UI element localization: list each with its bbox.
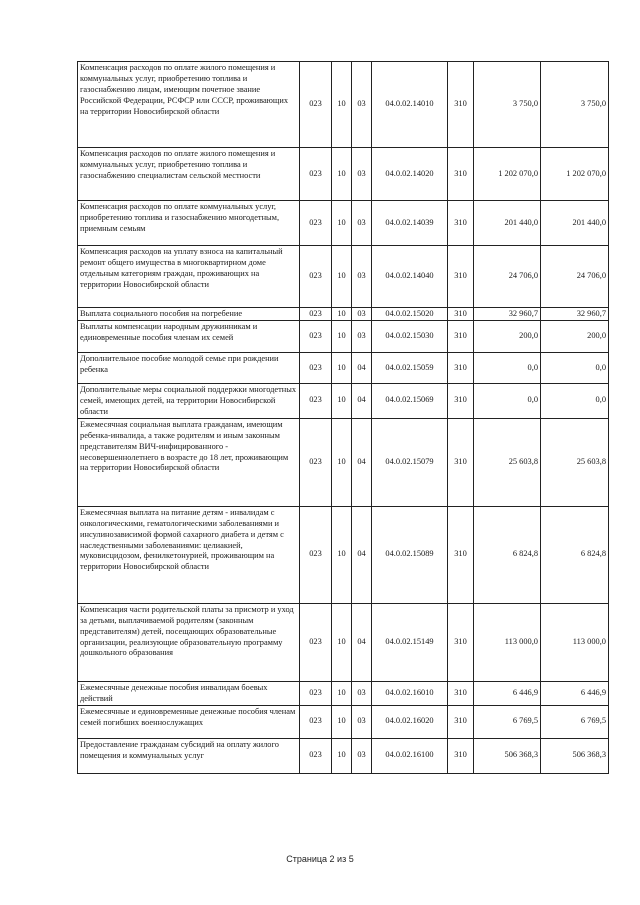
row-section: 10 (332, 246, 352, 308)
table-row (78, 353, 609, 384)
row-section: 10 (332, 603, 352, 681)
row-section: 10 (332, 308, 352, 321)
row-subsection: 03 (352, 681, 372, 705)
row-sum-1: 1 202 070,0 (474, 148, 541, 201)
row-expense-type: 310 (448, 353, 474, 384)
row-name: Дополнительные меры социальной поддержки многодетных семей, имеющих детей, на территории Новосибирской области (78, 384, 300, 419)
row-target-article: 04.0.02.14040 (372, 246, 448, 308)
row-section: 10 (332, 705, 352, 738)
row-sum-1: 3 750,0 (474, 62, 541, 148)
row-expense-type: 310 (448, 246, 474, 308)
row-sum-2: 25 603,8 (541, 418, 609, 506)
row-grbs: 023 (300, 321, 332, 353)
table-row (78, 603, 609, 681)
budget-table (77, 61, 609, 774)
row-subsection: 03 (352, 246, 372, 308)
row-section: 10 (332, 321, 352, 353)
row-sum-1: 506 368,3 (474, 738, 541, 773)
row-grbs: 023 (300, 148, 332, 201)
row-sum-2: 506 368,3 (541, 738, 609, 773)
table-row (78, 506, 609, 603)
row-subsection: 03 (352, 321, 372, 353)
row-sum-1: 25 603,8 (474, 418, 541, 506)
row-sum-2: 32 960,7 (541, 308, 609, 321)
row-sum-2: 6 769,5 (541, 705, 609, 738)
row-grbs: 023 (300, 603, 332, 681)
row-sum-2: 1 202 070,0 (541, 148, 609, 201)
table-row (78, 308, 609, 321)
row-expense-type: 310 (448, 62, 474, 148)
table-body (78, 62, 609, 774)
row-name: Компенсация расходов по оплате коммунальных услуг, приобретению топлива и газоснабжению многодетным, приемным семьям (78, 201, 300, 246)
row-section: 10 (332, 384, 352, 419)
row-subsection: 03 (352, 705, 372, 738)
row-sum-2: 24 706,0 (541, 246, 609, 308)
row-sum-1: 6 769,5 (474, 705, 541, 738)
table-row (78, 246, 609, 308)
table-row (78, 201, 609, 246)
row-grbs: 023 (300, 705, 332, 738)
table-row (78, 738, 609, 773)
row-sum-1: 6 446,9 (474, 681, 541, 705)
row-sum-1: 32 960,7 (474, 308, 541, 321)
row-target-article: 04.0.02.15069 (372, 384, 448, 419)
row-name: Компенсация расходов по оплате жилого помещения и коммунальных услуг, приобретению топлива и газоснабжению лицам, имеющим почетное звание Российской Федерации, РСФСР или СССР, проживающих на территории Новосибирской области (78, 62, 300, 148)
row-expense-type: 310 (448, 321, 474, 353)
row-name: Предоставление гражданам субсидий на оплату жилого помещения и коммунальных услуг (78, 738, 300, 773)
row-name: Дополнительное пособие молодой семье при рождении ребенка (78, 353, 300, 384)
row-name: Компенсация части родительской платы за присмотр и уход за детьми, выплачиваемой родителям (законным представителям) детей, посещающих образовательные организации, реализующие образовательную программу дошкольного образования (78, 603, 300, 681)
row-name: Ежемесячная социальная выплата гражданам, имеющим ребенка-инвалида, а также родителям и иным законным представителям ВИЧ-инфицированного - несовершеннолетнего в возрасте до 18 лет, проживающим на территории Новосибирской области (78, 418, 300, 506)
row-subsection: 03 (352, 738, 372, 773)
row-subsection: 03 (352, 308, 372, 321)
row-section: 10 (332, 353, 352, 384)
row-grbs: 023 (300, 308, 332, 321)
table-row (78, 62, 609, 148)
row-grbs: 023 (300, 418, 332, 506)
row-sum-2: 0,0 (541, 384, 609, 419)
row-section: 10 (332, 201, 352, 246)
row-sum-2: 0,0 (541, 353, 609, 384)
row-expense-type: 310 (448, 705, 474, 738)
row-name: Компенсация расходов по оплате жилого помещения и коммунальных услуг, приобретению топлива и газоснабжению специалистам сельской местности (78, 148, 300, 201)
row-subsection: 04 (352, 603, 372, 681)
row-target-article: 04.0.02.14039 (372, 201, 448, 246)
row-target-article: 04.0.02.15030 (372, 321, 448, 353)
row-subsection: 03 (352, 148, 372, 201)
row-section: 10 (332, 738, 352, 773)
row-sum-2: 201 440,0 (541, 201, 609, 246)
row-section: 10 (332, 506, 352, 603)
row-expense-type: 310 (448, 418, 474, 506)
row-grbs: 023 (300, 353, 332, 384)
table-row (78, 418, 609, 506)
row-grbs: 023 (300, 246, 332, 308)
row-expense-type: 310 (448, 308, 474, 321)
row-sum-2: 6 824,8 (541, 506, 609, 603)
row-section: 10 (332, 62, 352, 148)
row-subsection: 03 (352, 201, 372, 246)
row-grbs: 023 (300, 201, 332, 246)
row-sum-1: 0,0 (474, 353, 541, 384)
row-grbs: 023 (300, 384, 332, 419)
row-name: Ежемесячная выплата на питание детям - инвалидам с онкологическими, гематологическими заболеваниями и инсулинозависимой формой сахарного диабета и детям с наследственными заболеваниями: целиакией, муковисцидозом, фенилкетонурией, проживающим на территории Новосибирской области (78, 506, 300, 603)
row-section: 10 (332, 418, 352, 506)
row-sum-2: 6 446,9 (541, 681, 609, 705)
row-name: Ежемесячные и единовременные денежные пособия членам семей погибших военнослужащих (78, 705, 300, 738)
row-sum-1: 200,0 (474, 321, 541, 353)
row-section: 10 (332, 681, 352, 705)
row-subsection: 03 (352, 62, 372, 148)
row-sum-1: 0,0 (474, 384, 541, 419)
row-sum-2: 113 000,0 (541, 603, 609, 681)
row-target-article: 04.0.02.15089 (372, 506, 448, 603)
row-subsection: 04 (352, 384, 372, 419)
row-sum-2: 200,0 (541, 321, 609, 353)
row-target-article: 04.0.02.14010 (372, 62, 448, 148)
row-expense-type: 310 (448, 148, 474, 201)
row-sum-1: 24 706,0 (474, 246, 541, 308)
row-target-article: 04.0.02.16100 (372, 738, 448, 773)
row-sum-1: 201 440,0 (474, 201, 541, 246)
row-name: Выплата социального пособия на погребение (78, 308, 300, 321)
row-expense-type: 310 (448, 681, 474, 705)
row-subsection: 04 (352, 506, 372, 603)
row-name: Компенсация расходов на уплату взноса на капитальный ремонт общего имущества в многоквартирном доме отдельным категориям граждан, проживающих на территории Новосибирской области (78, 246, 300, 308)
row-expense-type: 310 (448, 384, 474, 419)
table-row (78, 681, 609, 705)
row-sum-1: 6 824,8 (474, 506, 541, 603)
row-target-article: 04.0.02.15149 (372, 603, 448, 681)
row-name: Ежемесячные денежные пособия инвалидам боевых действий (78, 681, 300, 705)
row-subsection: 04 (352, 418, 372, 506)
row-target-article: 04.0.02.15079 (372, 418, 448, 506)
row-grbs: 023 (300, 62, 332, 148)
row-subsection: 04 (352, 353, 372, 384)
row-sum-1: 113 000,0 (474, 603, 541, 681)
row-grbs: 023 (300, 681, 332, 705)
row-expense-type: 310 (448, 201, 474, 246)
row-target-article: 04.0.02.16020 (372, 705, 448, 738)
row-target-article: 04.0.02.16010 (372, 681, 448, 705)
table-row (78, 384, 609, 419)
row-name: Выплаты компенсации народным дружинникам и единовременные пособия членам их семей (78, 321, 300, 353)
table-row (78, 148, 609, 201)
row-target-article: 04.0.02.15059 (372, 353, 448, 384)
row-expense-type: 310 (448, 603, 474, 681)
row-sum-2: 3 750,0 (541, 62, 609, 148)
row-target-article: 04.0.02.15020 (372, 308, 448, 321)
row-expense-type: 310 (448, 506, 474, 603)
row-grbs: 023 (300, 506, 332, 603)
table-row (78, 705, 609, 738)
row-target-article: 04.0.02.14020 (372, 148, 448, 201)
page-number: Страница 2 из 5 (286, 854, 354, 864)
table-row (78, 321, 609, 353)
row-section: 10 (332, 148, 352, 201)
row-expense-type: 310 (448, 738, 474, 773)
row-grbs: 023 (300, 738, 332, 773)
